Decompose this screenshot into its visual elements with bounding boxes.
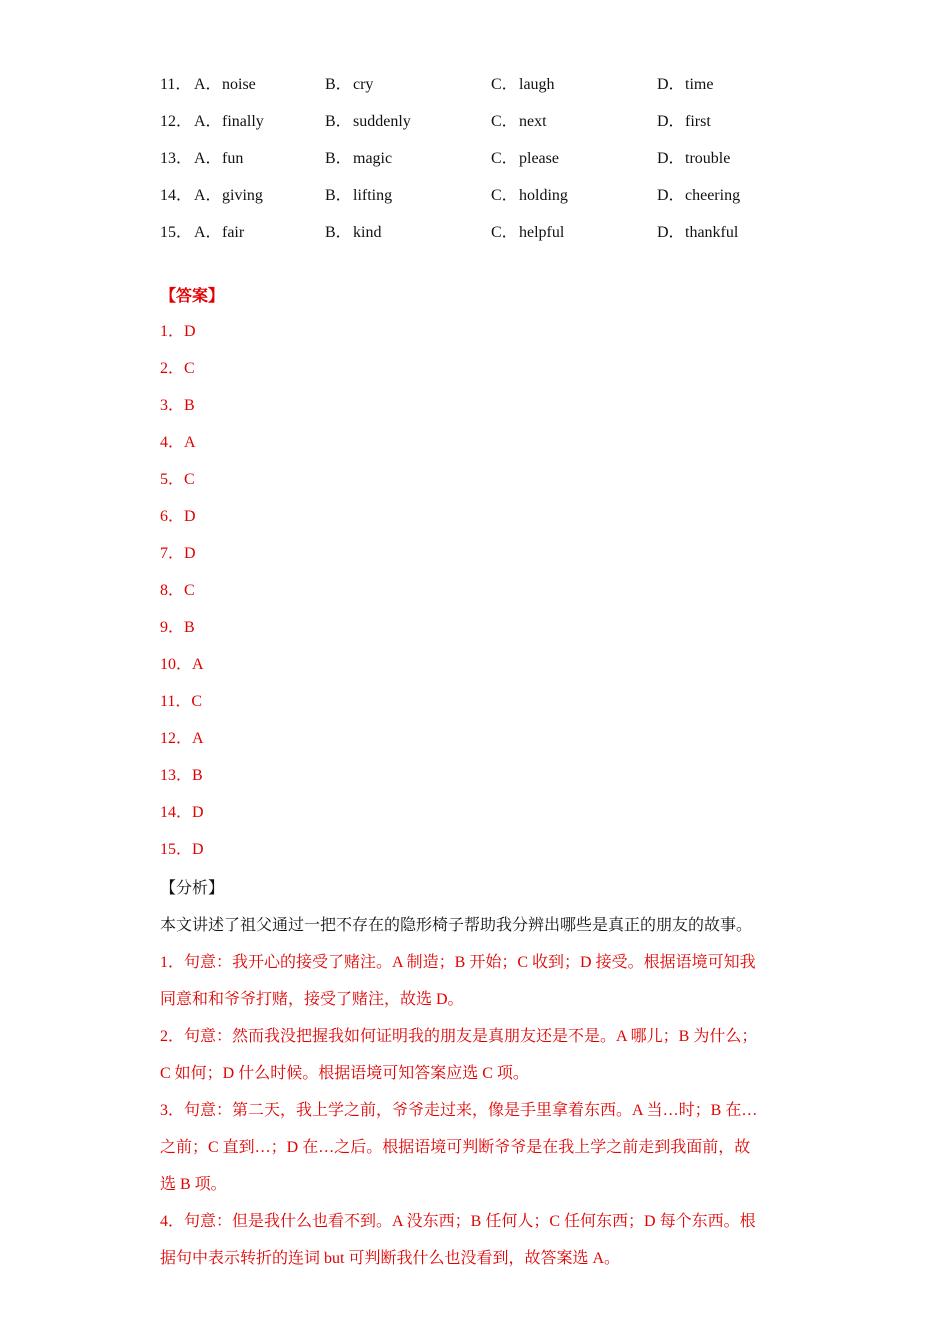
answer-item: 7．D: [160, 545, 196, 562]
question-number: 12．: [160, 113, 193, 130]
option-b: B．cry: [325, 76, 374, 93]
option-b: B．magic: [325, 150, 393, 167]
analysis-heading: 【分析】: [160, 880, 225, 897]
analysis-summary: 本文讲述了祖父通过一把不存在的隐形椅子帮助我分辨出哪些是真正的朋友的故事。: [160, 917, 753, 934]
option-a: A．giving: [194, 187, 263, 204]
answer-item: 1．D: [160, 323, 196, 340]
answer-item: 3．B: [160, 397, 195, 414]
option-c: C．next: [491, 113, 547, 130]
answer-heading: 【答案】: [160, 288, 225, 305]
option-c: C．laugh: [491, 76, 555, 93]
answer-item: 14．D: [160, 804, 204, 821]
answer-item: 2．C: [160, 360, 195, 377]
option-a: A．fair: [194, 224, 245, 241]
option-b: B．kind: [325, 224, 382, 241]
explanation-2: 2．句意：然而我没把握我如何证明我的朋友是真朋友还是不是。A 哪儿；B 为什么； C 如何；D 什么时候。根据语境可知答案应选 C 项。: [160, 1028, 758, 1082]
option-d: D．time: [657, 76, 714, 93]
question-number: 13．: [160, 150, 193, 167]
question-number: 14．: [160, 187, 193, 204]
option-d: D．cheering: [657, 187, 741, 204]
option-d: D．trouble: [657, 150, 731, 167]
option-b: B．suddenly: [325, 113, 411, 130]
answer-item: 8．C: [160, 582, 195, 599]
option-d: D．first: [657, 113, 711, 130]
option-d: D．thankful: [657, 224, 739, 241]
option-a: A．noise: [194, 76, 256, 93]
explanation-3: 3．句意：第二天，我上学之前，爷爷走过来，像是手里拿着东西。A 当…时；B 在… 之前；C 直到…；D 在…之后。根据语境可判断爷爷是在我上学之前走到我面前，故 选 B 项。: [160, 1102, 758, 1193]
option-b: B．lifting: [325, 187, 393, 204]
question-number: 11．: [160, 76, 192, 93]
answer-item: 15．D: [160, 841, 204, 858]
option-c: C．please: [491, 150, 559, 167]
answer-item: 12．A: [160, 730, 204, 747]
question-number: 15．: [160, 224, 193, 241]
answer-item: 13．B: [160, 767, 203, 784]
answer-item: 5．C: [160, 471, 195, 488]
answer-item: 11．C: [160, 693, 203, 710]
option-a: A．fun: [194, 150, 244, 167]
answer-item: 4．A: [160, 434, 196, 451]
answer-item: 10．A: [160, 656, 204, 673]
answer-item: 9．B: [160, 619, 195, 636]
option-a: A．finally: [194, 113, 264, 130]
answer-item: 6．D: [160, 508, 196, 525]
explanation-1: 1．句意：我开心的接受了赌注。A 制造；B 开始；C 收到；D 接受。根据语境可知我 同意和和爷爷打赌，接受了赌注，故选 D。: [160, 954, 756, 1008]
explanation-4: 4．句意：但是我什么也看不到。A 没东西；B 任何人；C 任何东西；D 每个东西。根 据句中表示转折的连词 but 可判断我什么也没看到，故答案选 A。: [160, 1213, 756, 1267]
option-c: C．helpful: [491, 224, 565, 241]
option-c: C．holding: [491, 187, 568, 204]
